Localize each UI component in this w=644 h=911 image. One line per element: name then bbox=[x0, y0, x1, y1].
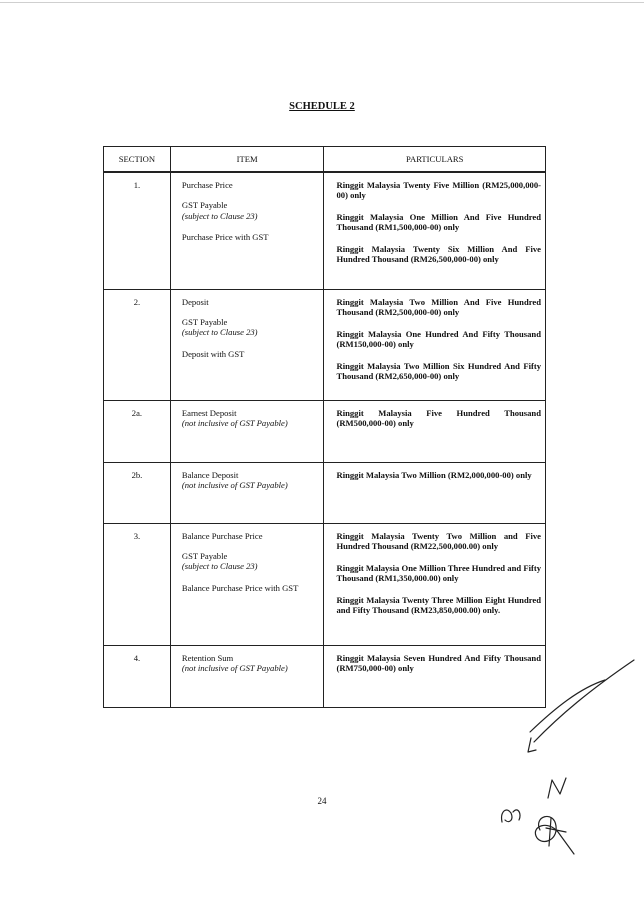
column-header-item: ITEM bbox=[170, 147, 324, 173]
section-number: 3. bbox=[104, 523, 171, 645]
column-header-particulars: PARTICULARS bbox=[324, 147, 546, 173]
signature-stroke bbox=[530, 680, 605, 732]
particulars-text: Ringgit Malaysia Two Million (RM2,000,000-00) only bbox=[336, 469, 532, 480]
item-label: Earnest Deposit bbox=[181, 407, 237, 418]
initials-mark bbox=[535, 816, 574, 854]
item-note: (subject to Clause 23) bbox=[181, 561, 258, 572]
particulars-text: Ringgit Malaysia Twenty Six Million And Five Hundred Thousand (RM26,500,000-00) only bbox=[336, 244, 541, 265]
section-number: 1. bbox=[104, 172, 171, 289]
item-label: Balance Purchase Price bbox=[181, 530, 263, 541]
particulars-text: Ringgit Malaysia Seven Hundred And Fifty Thousand (RM750,000-00) only bbox=[336, 652, 541, 673]
item-note: (not inclusive of GST Payable) bbox=[181, 662, 288, 673]
particulars-text: Ringgit Malaysia One Million And Five Hundred Thousand (RM1,500,000-00) only bbox=[336, 212, 541, 233]
particulars-text: Ringgit Malaysia Two Million Six Hundred And Fifty Thousand (RM2,650,000-00) only bbox=[336, 360, 541, 381]
initials-mark bbox=[502, 810, 512, 822]
item-label: GST Payable bbox=[181, 200, 228, 211]
item-label: Purchase Price with GST bbox=[181, 232, 269, 243]
item-note: (not inclusive of GST Payable) bbox=[181, 417, 288, 428]
particulars-text: Ringgit Malaysia Five Hundred Thousand (RM500,000-00) only bbox=[336, 407, 541, 428]
item-label: Deposit with GST bbox=[181, 348, 245, 359]
item-label: Balance Purchase Price with GST bbox=[181, 582, 299, 593]
item-label: Deposit bbox=[181, 296, 209, 307]
signature-stroke bbox=[534, 660, 634, 742]
section-number: 2b. bbox=[104, 462, 171, 523]
item-label: Retention Sum bbox=[181, 652, 234, 663]
particulars-text: Ringgit Malaysia One Million Three Hundred and Fifty Thousand (RM1,350,000.00) only bbox=[336, 562, 541, 583]
item-label: Balance Deposit bbox=[181, 469, 239, 480]
schedule-title: SCHEDULE 2 bbox=[289, 101, 355, 112]
particulars-text: Ringgit Malaysia Twenty Two Million and Five Hundred Thousand (RM22,500,000.00) only bbox=[336, 530, 541, 551]
initials-mark bbox=[548, 778, 566, 798]
particulars-text: Ringgit Malaysia One Hundred And Fifty Thousand (RM150,000-00) only bbox=[336, 328, 541, 349]
signature-stroke bbox=[528, 738, 536, 752]
particulars-text: Ringgit Malaysia Twenty Three Million Eight Hundred and Fifty Thousand (RM23,850,000.00) only. bbox=[336, 594, 541, 615]
particulars-text: Ringgit Malaysia Twenty Five Million (RM25,000,000-00) only bbox=[336, 180, 541, 201]
initials-mark bbox=[549, 818, 551, 846]
item-label: GST Payable bbox=[181, 316, 228, 327]
item-label: Purchase Price bbox=[181, 180, 233, 190]
column-header-section: SECTION bbox=[104, 147, 171, 173]
section-number: 2a. bbox=[104, 400, 171, 462]
initials-mark bbox=[513, 810, 520, 820]
item-note: (subject to Clause 23) bbox=[181, 327, 258, 338]
section-number: 2. bbox=[104, 289, 171, 400]
page-number: 24 bbox=[317, 796, 327, 806]
item-note: (not inclusive of GST Payable) bbox=[181, 479, 288, 490]
item-label: GST Payable bbox=[181, 550, 228, 561]
item-note: (subject to Clause 23) bbox=[181, 210, 258, 221]
particulars-text: Ringgit Malaysia Two Million And Five Hundred Thousand (RM2,500,000-00) only bbox=[336, 296, 541, 317]
section-number: 4. bbox=[104, 645, 171, 707]
